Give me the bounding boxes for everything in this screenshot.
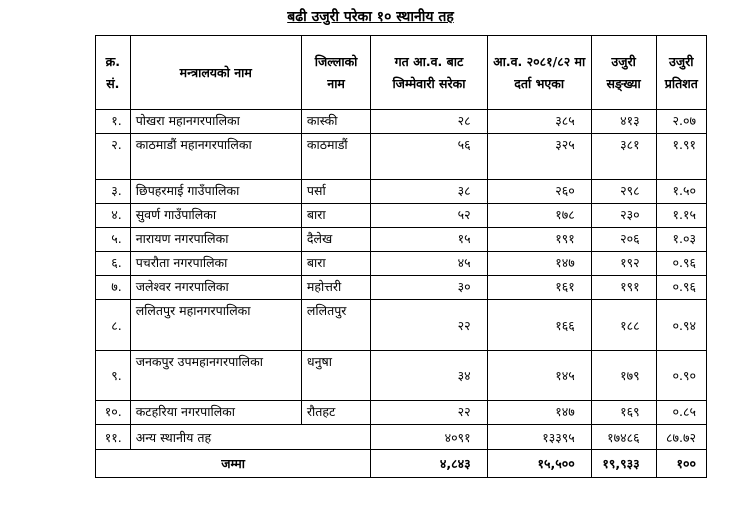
- cell-sn: ११.: [96, 425, 131, 450]
- header-percent: उजुरी प्रतिशत: [656, 36, 706, 110]
- table-title: बढी उजुरी परेका १० स्थानीय तह: [287, 9, 454, 25]
- cell-count: १९२: [591, 252, 656, 276]
- header-sn: क्र. सं.: [96, 36, 131, 110]
- cell-office: काठमाडौं महानगरपालिका: [130, 134, 301, 180]
- cell-district: काठमाडौं: [301, 134, 370, 180]
- cell-previous: ४५: [371, 252, 487, 276]
- cell-percent: २.०७: [656, 110, 706, 134]
- cell-district: धनुषा: [301, 351, 370, 401]
- cell-registered: १९१: [487, 228, 591, 252]
- cell-district: बारा: [301, 204, 370, 228]
- cell-sn: ६.: [96, 252, 131, 276]
- cell-count: २३०: [591, 204, 656, 228]
- cell-office: पोखरा महानगरपालिका: [130, 110, 301, 134]
- table-row: [96, 134, 707, 180]
- cell-previous: ५२: [371, 204, 487, 228]
- cell-sn: ३.: [96, 180, 131, 204]
- cell-percent: १.५०: [656, 180, 706, 204]
- cell-office: छिपहरमाई गाउँपालिका: [130, 180, 301, 204]
- cell-registered: ३८५: [487, 110, 591, 134]
- cell-previous: ४०९१: [371, 425, 487, 450]
- cell-registered: १४७: [487, 401, 591, 425]
- cell-total-label: जम्मा: [96, 450, 371, 478]
- cell-percent: १.१५: [656, 204, 706, 228]
- table-row: [96, 351, 707, 401]
- cell-percent: ८७.७२: [656, 425, 706, 450]
- cell-count: २०६: [591, 228, 656, 252]
- cell-registered: १३३९५: [487, 425, 591, 450]
- cell-count: १७९: [591, 351, 656, 401]
- cell-percent: ०.९४: [656, 300, 706, 351]
- cell-percent: १.९१: [656, 134, 706, 180]
- cell-district: कास्की: [301, 110, 370, 134]
- cell-sn: ८.: [96, 300, 131, 351]
- cell-registered: ३२५: [487, 134, 591, 180]
- table-row: [96, 300, 707, 351]
- cell-sn: ९.: [96, 351, 131, 401]
- cell-office: पचरौता नगरपालिका: [130, 252, 301, 276]
- table-row: [96, 401, 707, 425]
- cell-sn: २.: [96, 134, 131, 180]
- table-row: [96, 276, 707, 300]
- cell-district: पर्सा: [301, 180, 370, 204]
- table-row: [96, 252, 707, 276]
- cell-district: रौतहट: [301, 401, 370, 425]
- cell-percent: ०.९६: [656, 252, 706, 276]
- cell-percent: १.०३: [656, 228, 706, 252]
- cell-district: दैलेख: [301, 228, 370, 252]
- cell-sn: १०.: [96, 401, 131, 425]
- cell-sn: ७.: [96, 276, 131, 300]
- cell-previous: ३०: [371, 276, 487, 300]
- total-row: [96, 450, 707, 478]
- cell-office: जनकपुर उपमहानगरपालिका: [130, 351, 301, 401]
- header-registered: आ.व. २०८१/८२ मा दर्ता भएका: [487, 36, 591, 110]
- cell-registered: १७८: [487, 204, 591, 228]
- cell-previous: ५६: [371, 134, 487, 180]
- cell-others-label: अन्य स्थानीय तह: [130, 425, 371, 450]
- cell-total-registered: १५,५००: [487, 450, 591, 478]
- cell-district: ललितपुर: [301, 300, 370, 351]
- cell-registered: १४७: [487, 252, 591, 276]
- cell-office: ललितपुर महानगरपालिका: [130, 300, 301, 351]
- header-office: मन्त्रालयको नाम: [130, 36, 301, 110]
- table-row: [96, 204, 707, 228]
- cell-registered: १४५: [487, 351, 591, 401]
- cell-count: २९८: [591, 180, 656, 204]
- cell-percent: ०.९०: [656, 351, 706, 401]
- cell-count: १८८: [591, 300, 656, 351]
- cell-total-previous: ४,८४३: [371, 450, 487, 478]
- table-row: [96, 180, 707, 204]
- others-row: [96, 425, 707, 450]
- cell-count: १९१: [591, 276, 656, 300]
- cell-district: महोत्तरी: [301, 276, 370, 300]
- cell-sn: १.: [96, 110, 131, 134]
- cell-office: कटहरिया नगरपालिका: [130, 401, 301, 425]
- header-district: जिल्लाको नाम: [301, 36, 370, 110]
- header-previous: गत आ.व. बाट जिम्मेवारी सरेका: [371, 36, 487, 110]
- cell-previous: २२: [371, 401, 487, 425]
- header-row: [96, 36, 707, 110]
- cell-count: १७४८६: [591, 425, 656, 450]
- cell-previous: १५: [371, 228, 487, 252]
- header-count: उजुरी सङ्ख्या: [591, 36, 656, 110]
- cell-sn: ४.: [96, 204, 131, 228]
- cell-office: नारायण नगरपालिका: [130, 228, 301, 252]
- cell-count: १६९: [591, 401, 656, 425]
- table-row: [96, 228, 707, 252]
- cell-previous: ३८: [371, 180, 487, 204]
- cell-count: ४१३: [591, 110, 656, 134]
- cell-registered: १६१: [487, 276, 591, 300]
- cell-count: ३८१: [591, 134, 656, 180]
- cell-previous: २८: [371, 110, 487, 134]
- cell-percent: ०.९६: [656, 276, 706, 300]
- cell-office: सुवर्ण गाउँपालिका: [130, 204, 301, 228]
- cell-total-percent: १००: [656, 450, 706, 478]
- cell-percent: ०.८५: [656, 401, 706, 425]
- cell-district: बारा: [301, 252, 370, 276]
- cell-total-count: १९,९३३: [591, 450, 656, 478]
- cell-previous: ३४: [371, 351, 487, 401]
- cell-registered: २६०: [487, 180, 591, 204]
- cell-office: जलेश्वर नगरपालिका: [130, 276, 301, 300]
- table-row: [96, 110, 707, 134]
- complaints-table: [95, 35, 707, 478]
- cell-sn: ५.: [96, 228, 131, 252]
- cell-previous: २२: [371, 300, 487, 351]
- cell-registered: १६६: [487, 300, 591, 351]
